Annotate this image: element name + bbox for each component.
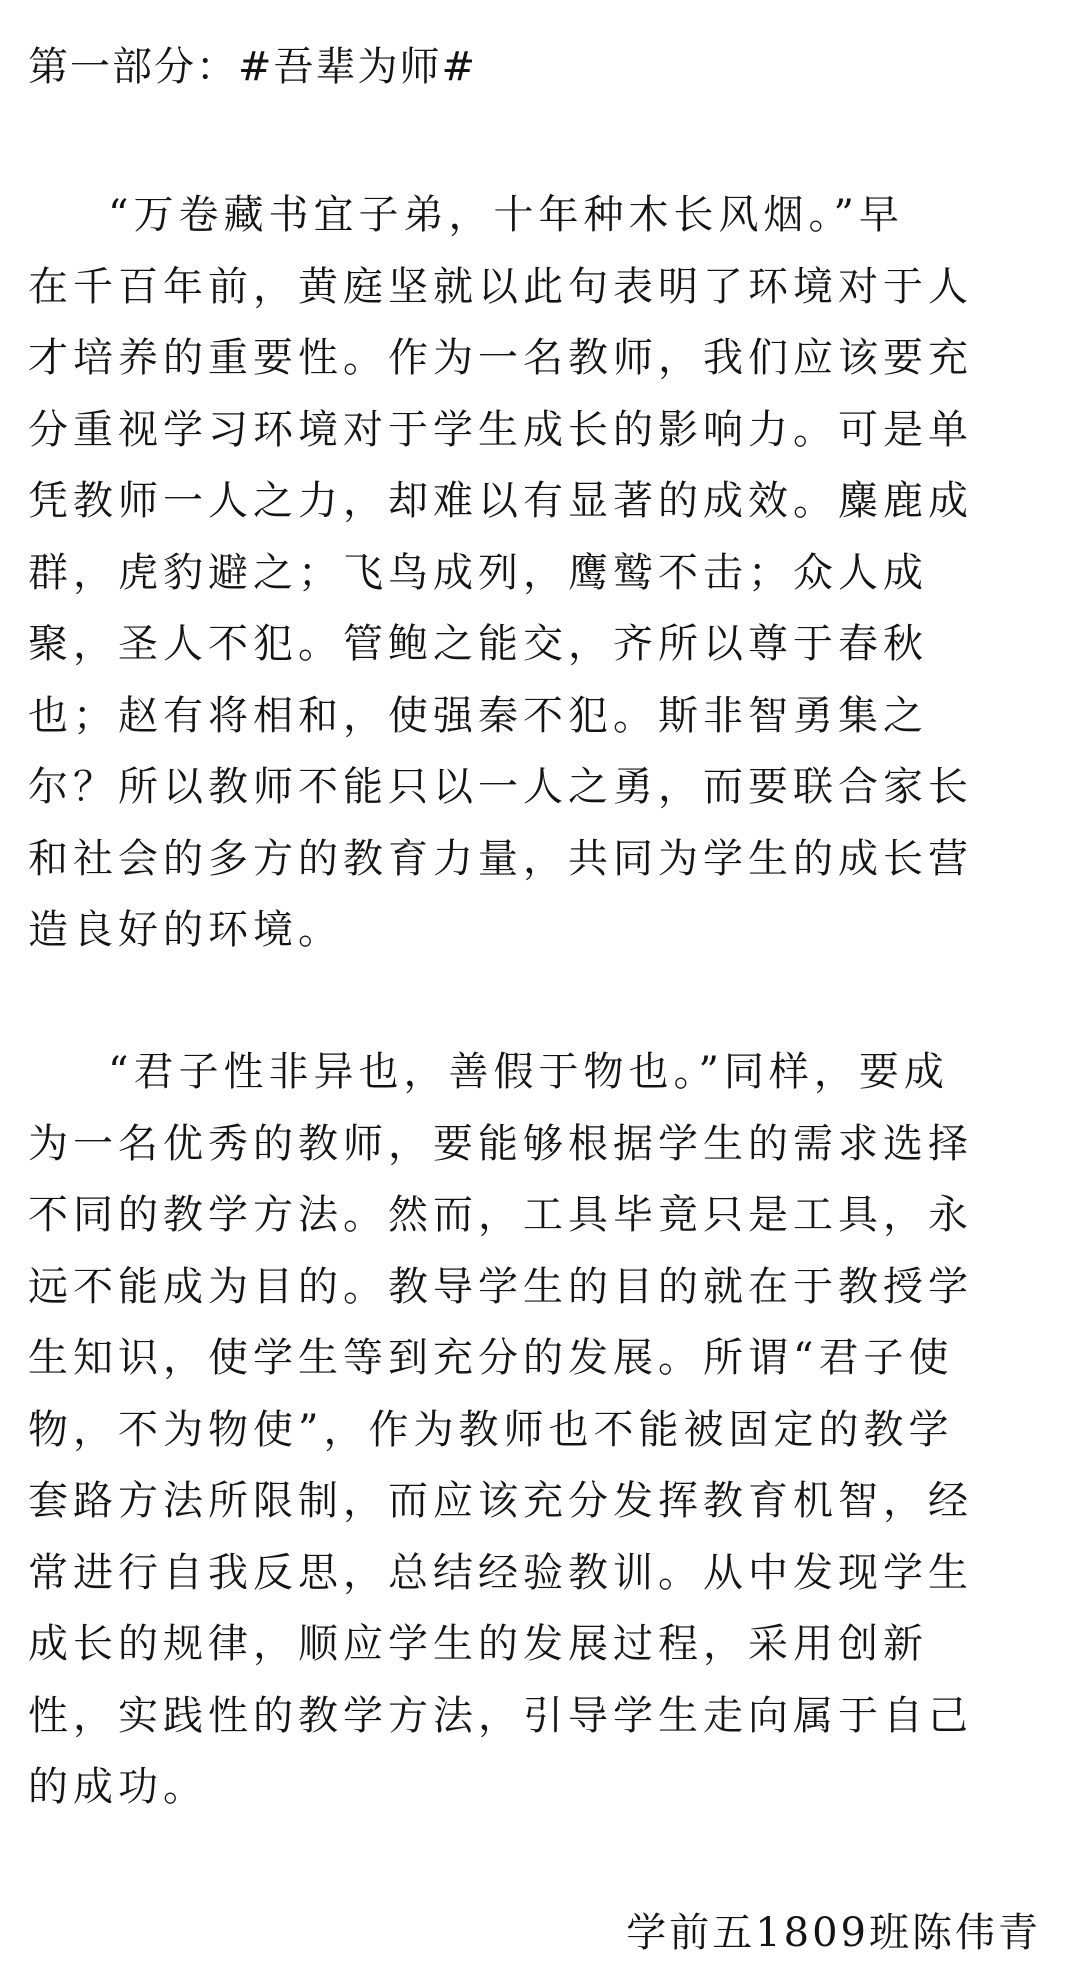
- paragraph-line: 生知识，使学生等到充分的发展。所谓“君子使: [28, 1335, 954, 1381]
- paragraph-line: 套路方法所限制，而应该充分发挥教育机智，经: [28, 1478, 973, 1524]
- paragraph-line: 造良好的环境。: [28, 907, 343, 953]
- paragraph-line: 才培养的重要性。作为一名教师，我们应该要充: [28, 335, 973, 381]
- paragraph-2: [28, 1037, 1048, 1824]
- author-signature: 学前五1809班陈伟青: [626, 1910, 1041, 1956]
- paragraph-line: 聚，圣人不犯。管鲍之能交，齐所以尊于春秋: [28, 621, 928, 667]
- paragraph-line: “万卷藏书宜子弟，十年种木长风烟。”早: [108, 192, 904, 238]
- paragraph-line: 分重视学习环境对于学生成长的影响力。可是单: [28, 406, 973, 453]
- paragraph-line: 尔？所以教师不能只以一人之勇，而要联合家长: [28, 764, 973, 810]
- paragraph-line: 和社会的多方的教育力量，共同为学生的成长营: [28, 835, 973, 882]
- paragraph-line: 不同的教学方法。然而，工具毕竟只是工具，永: [28, 1192, 973, 1238]
- paragraph-line: 为一名优秀的教师，要能够根据学生的需求选择: [28, 1120, 973, 1167]
- paragraph-line: 性，实践性的教学方法，引导学生走向属于自己: [28, 1692, 973, 1739]
- paragraph-line: “君子性非异也，善假于物也。”同样，要成: [108, 1049, 949, 1095]
- paragraph-line: 物，不为物使”，作为教师也不能被固定的教学: [28, 1406, 954, 1453]
- paragraph-line: 远不能成为目的。教导学生的目的就在于教授学: [28, 1263, 973, 1310]
- paragraph-line: 在千百年前，黄庭坚就以此句表明了环境对于人: [28, 263, 973, 310]
- paragraph-line: 常进行自我反思，总结经验教训。从中发现学生: [28, 1549, 973, 1596]
- paragraph-line: 成长的规律，顺应学生的发展过程，采用创新: [28, 1621, 928, 1667]
- paragraph-line: 凭教师一人之力，却难以有显著的成效。麋鹿成: [28, 478, 973, 524]
- section-heading: 第一部分：#吾辈为师#: [28, 44, 478, 90]
- paragraph-line: 也；赵有将相和，使强秦不犯。斯非智勇集之: [28, 692, 928, 739]
- paragraph-line: 的成功。: [28, 1764, 208, 1810]
- paragraph-line: 群，虎豹避之；飞鸟成列，鹰鹫不击；众人成: [28, 549, 928, 596]
- paragraph-1: [28, 180, 1048, 967]
